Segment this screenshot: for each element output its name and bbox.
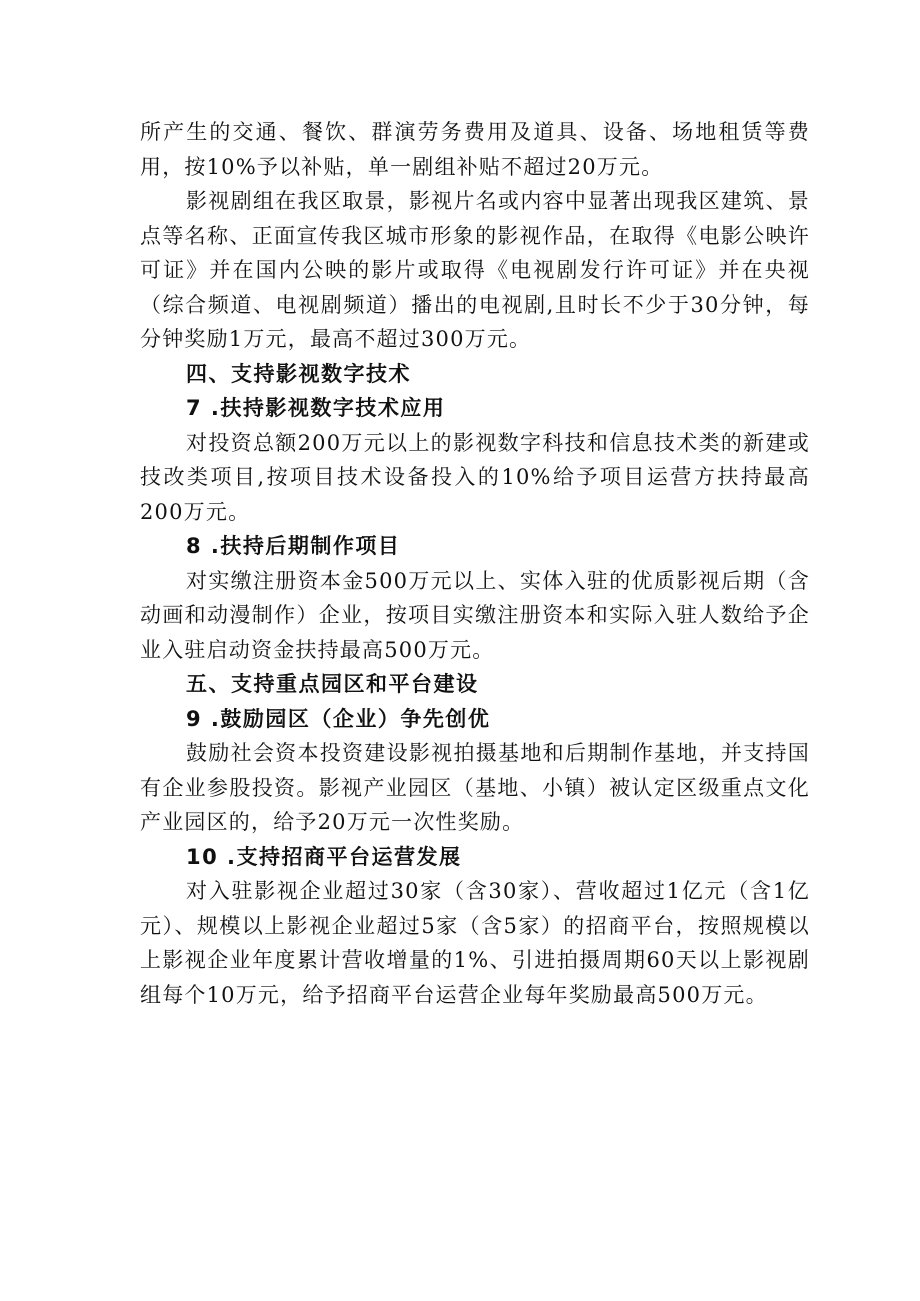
paragraph-item-9: 鼓励社会资本投资建设影视拍摄基地和后期制作基地，并支持国有企业参股投资。影视产业园区（基地、小镇）被认定区级重点文化产业园区的，给予20万元一次性奖励。 [140, 741, 810, 834]
item-heading-10: 10 .支持招商平台运营发展 [186, 844, 462, 869]
document-page [140, 115, 810, 1012]
paragraph-item-7: 对投资总额200万元以上的影视数字科技和信息技术类的新建或技改类项目,按项目技术设备投入的10%给予项目运营方扶持最高200万元。 [140, 430, 810, 524]
paragraph-item-8: 对实缴注册资本金500万元以上、实体入驻的优质影视后期（含动画和动漫制作）企业，按项目实缴注册资本和实际入驻人数给予企业入驻启动资金扶持最高500万元。 [140, 568, 810, 662]
paragraph-item-10: 对入驻影视企业超过30家（含30家）、营收超过1亿元（含1亿元）、规模以上影视企业超过5家（含5家）的招商平台，按照规模以上影视企业年度累计营收增量的1%、引进拍摄周期60天以上影视剧组每个10万元，给予招商平台运营企业每年奖励最高500万元。 [140, 879, 810, 1007]
item-heading-8: 8 .扶持后期制作项目 [186, 534, 401, 558]
section-heading-digital-tech: 四、支持影视数字技术 [186, 361, 411, 386]
item-heading-7: 7 .扶持影视数字技术应用 [186, 396, 446, 420]
paragraph-subsidy-continuation: 所产生的交通、餐饮、群演劳务费用及道具、设备、场地租赁等费用，按10%予以补贴，单一剧组补贴不超过20万元。 [140, 120, 810, 179]
section-heading-parks-platforms: 五、支持重点园区和平台建设 [186, 672, 479, 696]
item-heading-9: 9 .鼓励园区（企业）争先创优 [186, 706, 491, 731]
paragraph-filming-reward: 影视剧组在我区取景，影视片名或内容中显著出现我区建筑、景点等名称、正面宣传我区城市形象的影视作品，在取得《电影公映许可证》并在国内公映的影片或取得《电视剧发行许可证》并在央视（综合频道、电视剧频道）播出的电视剧,且时长不少于30分钟，每分钟奖励1万元，最高不超过300万元。 [140, 189, 810, 351]
